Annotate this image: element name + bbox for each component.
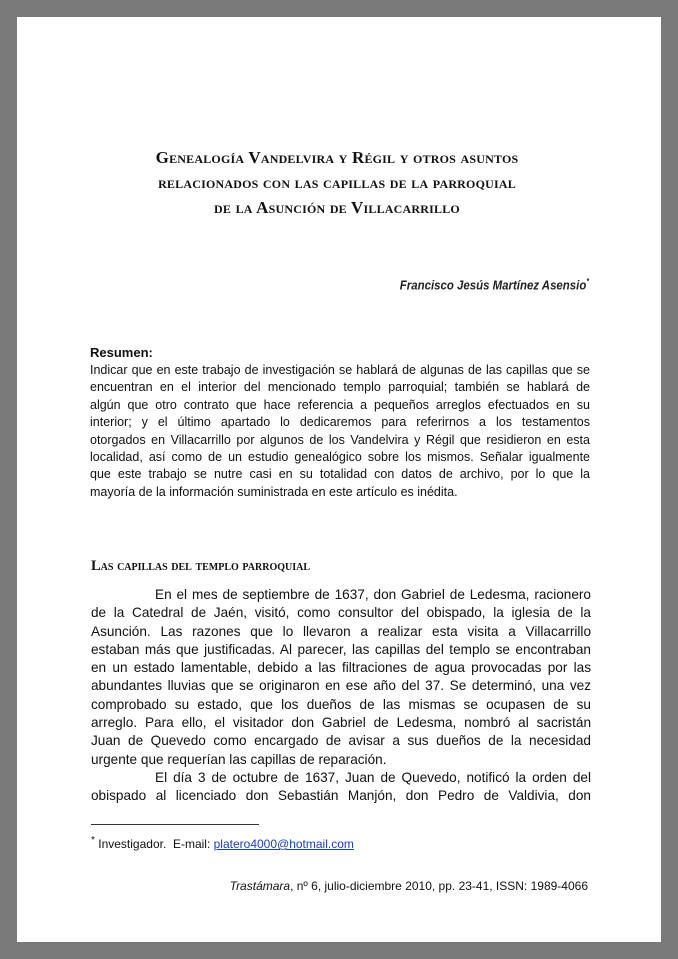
journal-name: Trastámara [229,879,291,893]
footnote-text: Investigador. E-mail: [94,837,214,851]
footnote-rule [91,824,259,825]
body-line: En el mes de septiembre de 1637, don Gabriel de Ledesma, racionero [155,587,591,602]
abstract-heading: Resumen: [90,345,153,360]
abstract-line: algún que otro contrato que hace referencia a pequeños arreglos efectuados en su [90,397,590,412]
body-line: El día 3 de octubre de 1637, Juan de Quevedo, notificó la orden del [155,769,591,785]
abstract-line: interior; y el último apartado lo dedicaremos para referirnos a los testamentos [90,415,590,430]
author-text: Francisco Jesús Martínez Asensio [399,277,587,293]
abstract-line: que este trabajo se nutre casi en su totalidad con datos de archivo, por lo que la [90,467,590,482]
body-line: arreglo. Para ello, el visitador don Gabriel de Ledesma, nombró al sacristán [91,715,591,731]
body-line: obispado al licenciado don Sebastián Manjón, don Pedro de Valdivia, don [91,788,591,804]
footnote [91,835,354,851]
body-line: estaban más que justificadas. Al parecer, las capillas del templo se encontraban [91,641,591,657]
section-heading: Las capillas del templo parroquial [91,558,311,574]
document-page [17,17,661,942]
section-body [91,586,591,806]
article-title [77,145,597,220]
abstract-line: localidad, así como de un estudio genealógico sobre los mismos. Señalar igualmente [90,450,590,465]
email-link[interactable]: platero4000@hotmail.com [213,837,354,851]
body-line: Asunción. Las razones que lo llevaron a realizar esta visita a Villacarrillo [91,623,591,639]
title-line-2: relacionados con las capillas de la parroquial [158,173,516,192]
title-line-3: de la Asunción de Villacarrillo [214,198,460,217]
body-line: urgente que requerían las capillas de reparación. [91,751,387,767]
footnote-mark: * [91,835,95,846]
abstract-line: encuentran en el interior del mencionado templo parroquial; también se hablará de [90,380,590,395]
body-line: de la Catedral de Jaén, visitó, como consultor del obispado, la iglesia de la [91,605,591,621]
title-line-1: Genealogía Vandelvira y Régil y otros asuntos [155,148,519,167]
author-name [400,277,589,292]
abstract-body [90,362,590,501]
author-footnote-mark: * [586,277,589,286]
abstract-line: Indicar que en este trabajo de investigación se hablará de algunas de las capillas que se [90,363,590,377]
body-line: Juan de Quevedo como encargado de avisar a sus dueños de la necesidad [91,733,591,749]
body-line: abundantes lluvias que se originaron en ese año del 37. Se determinó, una vez [91,678,591,694]
body-line: comprobado su estado, que los dueños de las mismas se ocupasen de su [91,696,591,712]
journal-citation [230,879,588,893]
abstract-line: mayoría de la información suministrada en este artículo es inédita. [90,484,458,499]
abstract-line: otorgados en Villacarrillo por algunos de los Vandelvira y Régil que residieron en esta [90,432,590,447]
citation-details: , nº 6, julio-diciembre 2010, pp. 23-41, ISSN: 1989-4066 [290,879,588,893]
body-line: en un estado lamentable, debido a las filtraciones de agua provocadas por las [91,660,591,676]
